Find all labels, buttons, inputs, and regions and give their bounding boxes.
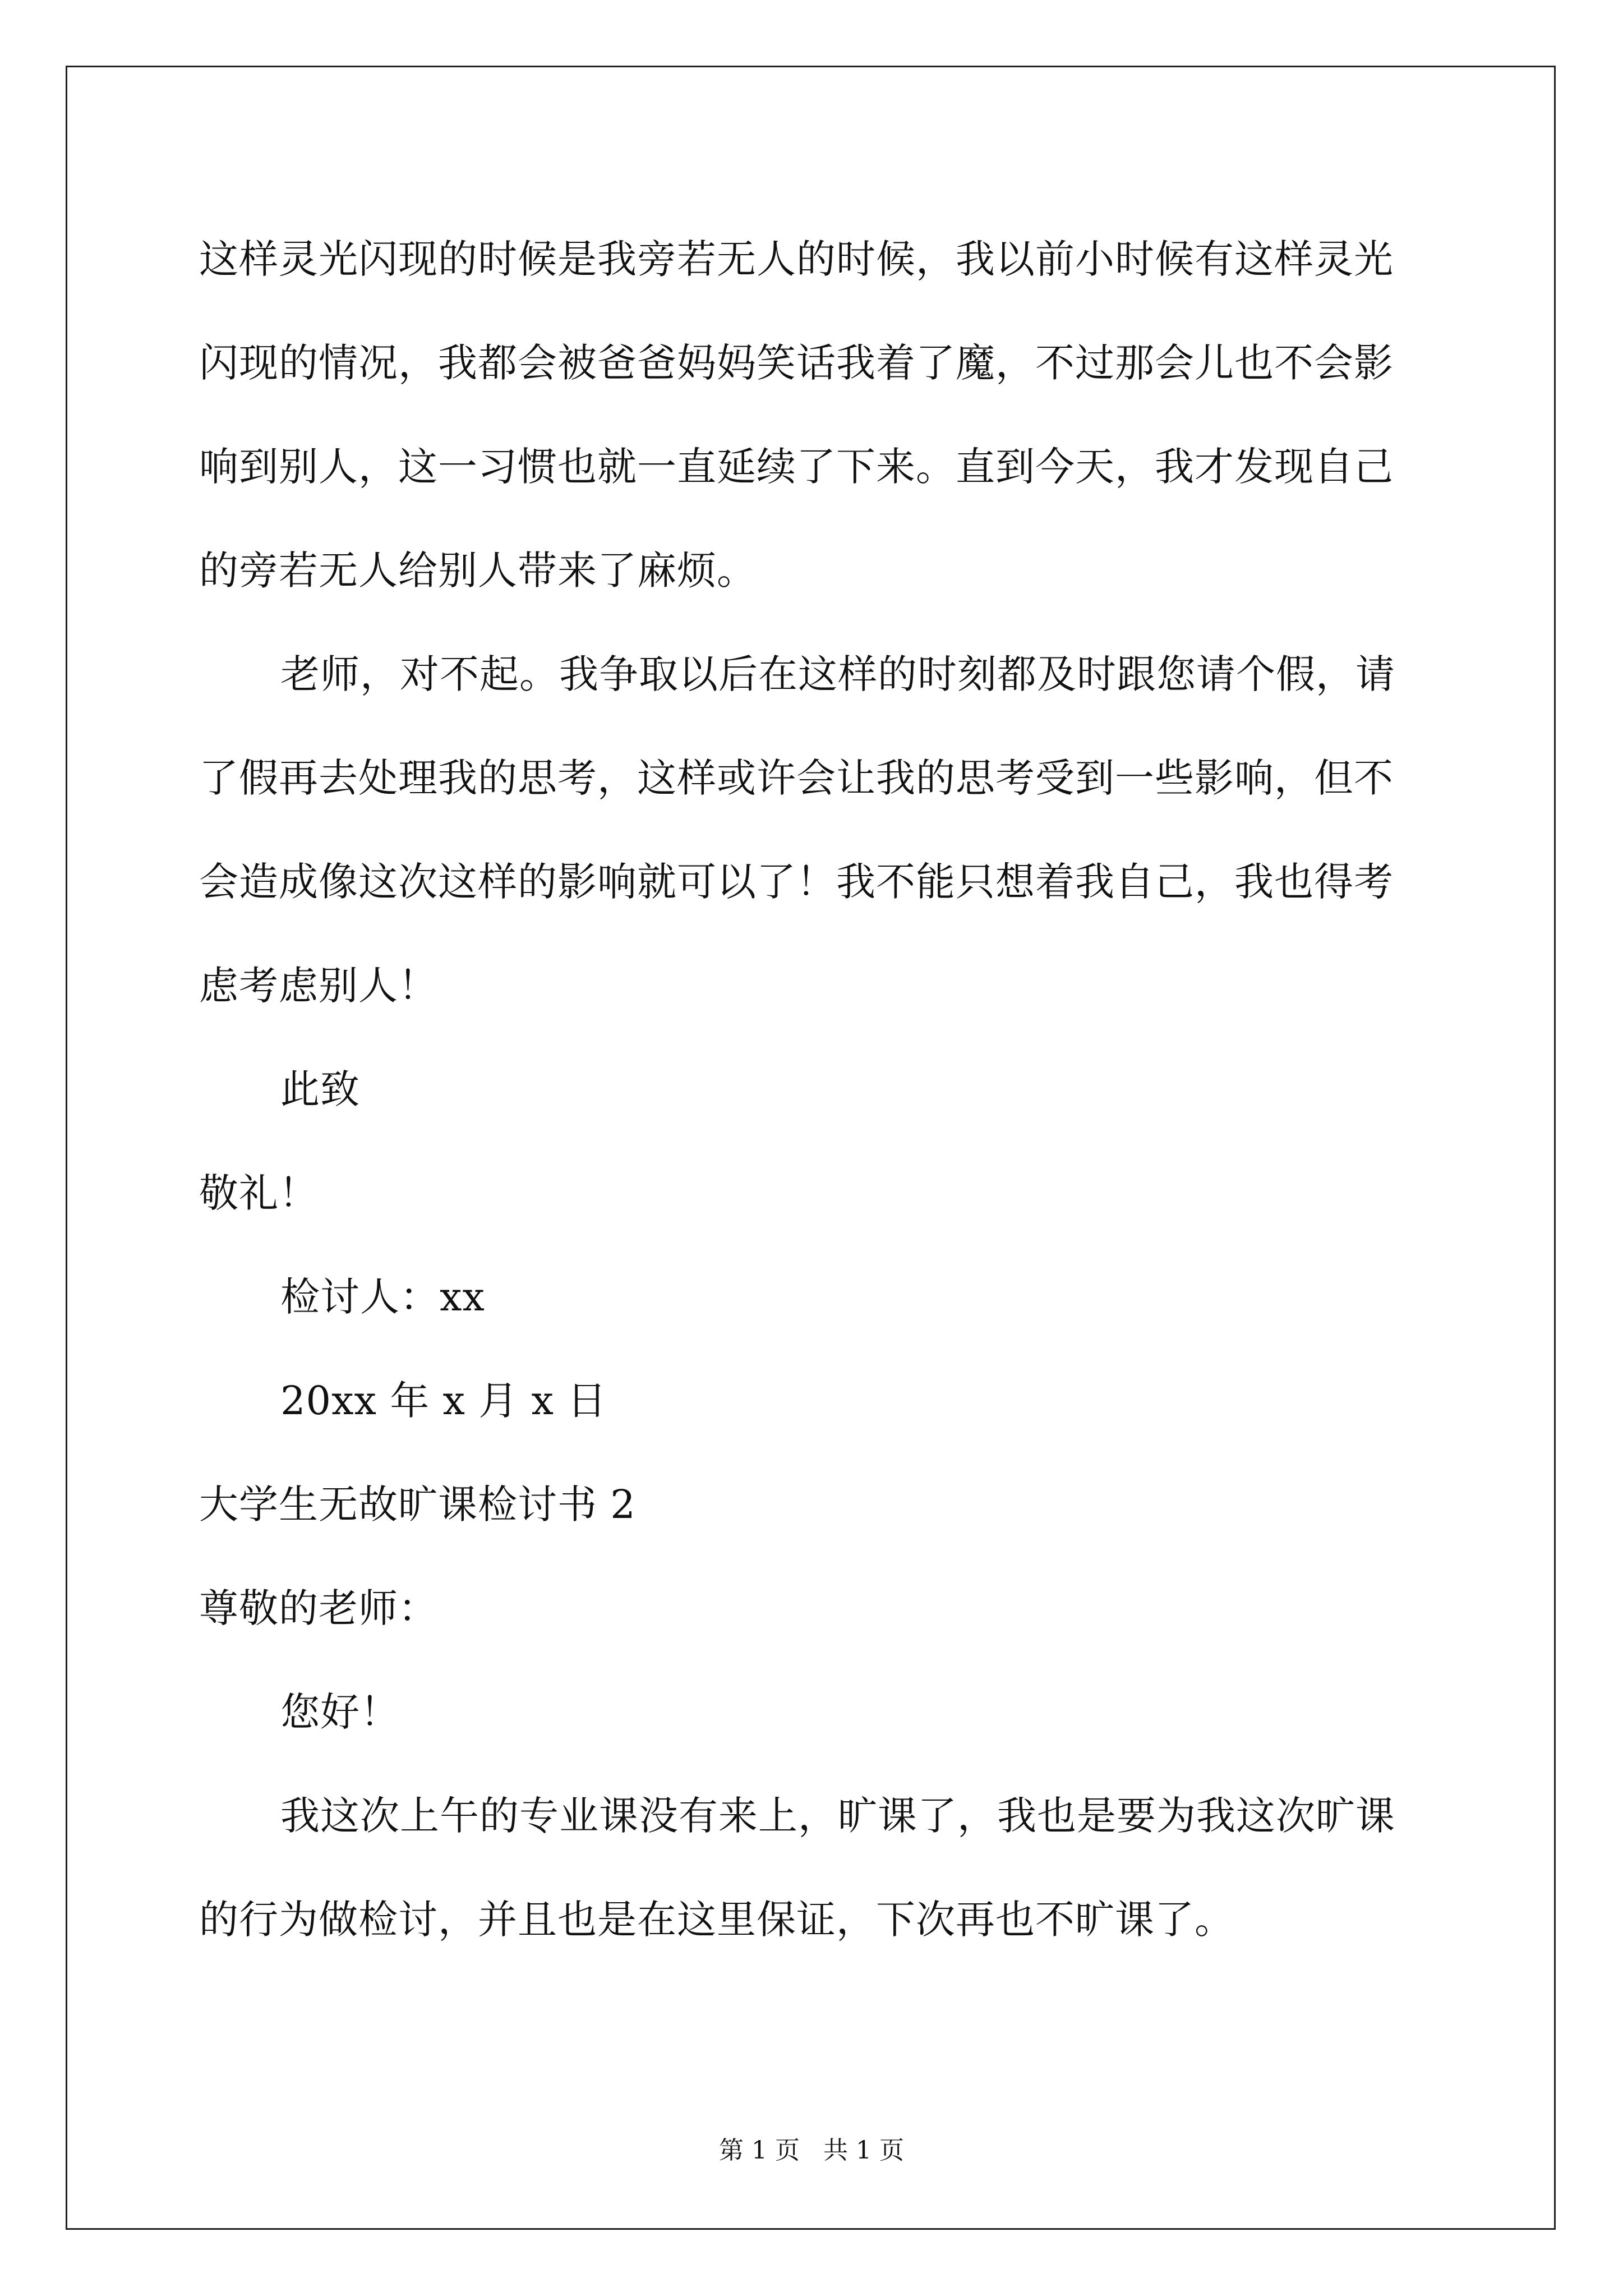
section-title: 大学生无故旷课检讨书 2 [199,1481,636,1527]
page-footer: 第 1 页 共 1 页 [719,2136,904,2165]
paragraph-line: 会造成像这次这样的影响就可以了！我不能只想着我自己，我也得考 [199,859,1394,905]
date-line: 20xx 年 x 月 x 日 [280,1378,607,1424]
paragraph-line: 响到别人，这一习惯也就一直延续了下来。直到今天，我才发现自己 [199,444,1394,490]
paragraph-line: 我这次上午的专业课没有来上，旷课了，我也是要为我这次旷课 [280,1793,1395,1839]
document-body [199,208,1427,1972]
paragraph-line: 的旁若无人给别人带来了麻烦。 [199,547,757,593]
paragraph-line: 虑考虑别人！ [199,963,438,1009]
signature-line: 检讨人：xx [280,1274,485,1320]
paragraph-line: 这样灵光闪现的时候是我旁若无人的时候，我以前小时候有这样灵光 [199,236,1394,282]
greeting: 尊敬的老师： [199,1585,438,1631]
paragraph-line: 了假再去处理我的思考，这样或许会让我的思考受到一些影响，但不 [199,755,1394,801]
paragraph-line: 闪现的情况，我都会被爸爸妈妈笑话我着了魔，不过那会儿也不会影 [199,340,1394,386]
closing-regards: 敬礼！ [199,1170,319,1216]
closing-salutation: 此致 [280,1066,360,1112]
paragraph-line: 老师，对不起。我争取以后在这样的时刻都及时跟您请个假，请 [280,651,1395,697]
paragraph-line: 的行为做检讨，并且也是在这里保证，下次再也不旷课了。 [199,1897,1234,1943]
greeting-hello: 您好！ [280,1689,400,1735]
